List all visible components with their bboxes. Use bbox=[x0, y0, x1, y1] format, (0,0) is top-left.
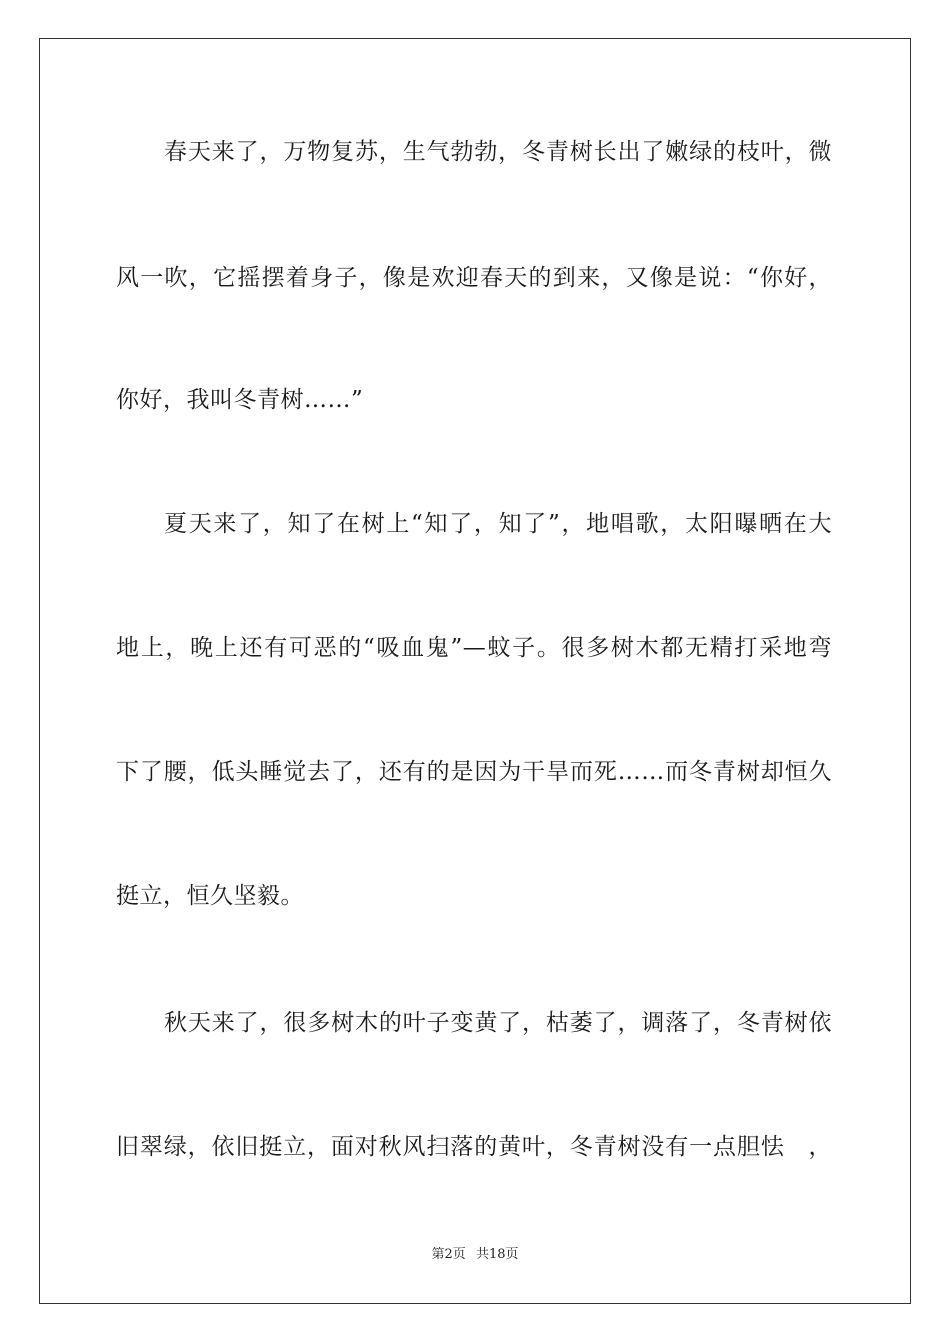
paragraph-2-line-3: 下了腰，低头睡觉去了，还有的是因为干旱而死……而冬青树却恒久 bbox=[116, 759, 832, 785]
page-frame bbox=[39, 38, 911, 1304]
page-total: 共18页 bbox=[475, 1247, 519, 1262]
page-number: 第2页 bbox=[431, 1247, 466, 1262]
paragraph-3-line-1: 秋天来了，很多树木的叶子变黄了，枯萎了，调落了，冬青树依 bbox=[164, 1010, 832, 1036]
paragraph-1-line-1: 春天来了，万物复苏，生气勃勃，冬青树长出了嫩绿的枝叶，微 bbox=[164, 139, 832, 165]
paragraph-1-line-3: 你好，我叫冬青树……” bbox=[116, 387, 364, 413]
page-footer bbox=[0, 1246, 950, 1264]
paragraph-2-line-4: 挺立，恒久坚毅。 bbox=[116, 883, 304, 909]
paragraph-2-line-1: 夏天来了，知了在树上“知了，知了”，地唱歌，太阳曝晒在大 bbox=[164, 511, 832, 537]
paragraph-1-line-2: 风一吹，它摇摆着身子，像是欢迎春天的到来，又像是说：“你好， bbox=[116, 265, 832, 291]
paragraph-2-line-2: 地上，晚上还有可恶的“吸血鬼”—蚊子。很多树木都无精打采地弯 bbox=[116, 635, 832, 661]
paragraph-3-line-2: 旧翠绿，依旧挺立，面对秋风扫落的黄叶，冬青树没有一点胆怯 ， bbox=[116, 1134, 832, 1160]
